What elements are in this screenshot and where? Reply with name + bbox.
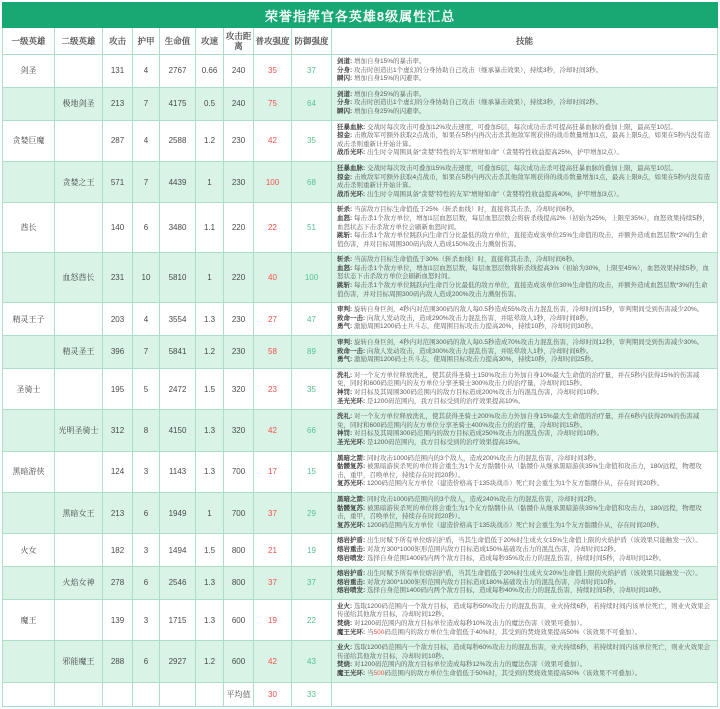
skill-line: 神罚: 对目标及其周围300码范围内的敌方目标造成200%攻击力的混乱伤害，冷却时间10秒。: [337, 389, 604, 396]
cell-tier2-hero: [55, 203, 103, 253]
cell-attack: 231: [103, 253, 133, 303]
page-title: 荣誉指挥官各英雄8级属性汇总: [3, 3, 718, 28]
skill-line: 审判: 旋转自身巨剑，4秒内对范围300码的敌人每0.5秒造成55%攻击力混乱伤害，冷却时间15秒，审判期间受到伤害减少20%。: [337, 306, 704, 314]
cell-attack-range: 240: [224, 87, 254, 120]
cell-hp: 2927: [160, 641, 196, 682]
cell-attack-speed: 0.66: [196, 55, 224, 88]
skill-line: 血怒: 每击杀1个敌方单位，增加1层血怒层数，每层血怒层数会将斩杀线提高2%（初始为25%，上限至35%），血怒效果持续5秒，血怒状态下击杀敌方单位会刷新血怒时间。: [337, 214, 709, 231]
cell-basic-attack-strength: 17: [254, 451, 292, 492]
cell-tier2-hero: 火焰女神: [55, 567, 103, 600]
cell-hp: 2767: [160, 55, 196, 88]
hero-row: [3, 203, 718, 253]
cell-basic-attack-strength: 75: [254, 87, 292, 120]
skill-line: 狂暴血脉: 交战时每次攻击可叠加15%攻击速度，可叠加5层，每次成功击杀可提高狂暴血脉的叠加上限，最高至10层。: [337, 164, 677, 172]
skill-line: 分身: 攻击时创造出1个虚幻的分身协助自己攻击（继承暴击效果），持续3秒，冷却时间3秒。: [337, 66, 603, 74]
cell-armor: 3: [133, 534, 160, 567]
hero-row: [3, 567, 718, 600]
hero-row: [3, 87, 718, 120]
cell-tier1-hero: 精灵王子: [3, 303, 55, 336]
cell-skills: [332, 336, 718, 369]
cell-tier2-hero: 精灵圣王: [55, 336, 103, 369]
col-header-attack: 攻击: [103, 28, 133, 55]
cell-tier2-hero: 贪婪之王: [55, 161, 103, 202]
cell-attack-range: 700: [224, 492, 254, 533]
cell-attack: 288: [103, 641, 133, 682]
cell-armor: 6: [133, 641, 160, 682]
col-header-skills: 技能: [332, 28, 718, 55]
cell-defense-strength: 37: [292, 567, 332, 600]
cell-attack-range: 230: [224, 120, 254, 161]
cell-basic-attack-strength: 23: [254, 368, 292, 409]
cell-armor: 7: [133, 336, 160, 369]
cell-armor: 8: [133, 410, 160, 451]
skill-line: 战币光环: 出生时令周围具备“贪婪”特性的友军“增财如命”（贪婪特性收益提高40%，护甲增加3点）。: [337, 190, 624, 198]
col-header-attack-speed: 攻速: [196, 28, 224, 55]
cell-defense-strength: 15: [292, 451, 332, 492]
skill-line: 勇气: 激励周围1200码士兵斗志，使周围目标攻击力提高30%，持续10秒，冷却时间25秒。: [337, 356, 598, 364]
skill-line: 分身: 攻击时创造出1个虚幻的分身协助自己攻击（继承暴击效果），持续3秒，冷却时间2秒。: [337, 99, 603, 107]
cell-attack: 312: [103, 410, 133, 451]
cell-attack-speed: 1.3: [196, 567, 224, 600]
cell-skills: [332, 253, 718, 303]
cell-attack: 213: [103, 492, 133, 533]
cell-tier2-hero: [55, 368, 103, 409]
hero-row: [3, 368, 718, 409]
cell-attack-speed: 1: [196, 161, 224, 202]
cell-attack: 213: [103, 87, 133, 120]
cell-hp: 2472: [160, 368, 196, 409]
cell-attack: 195: [103, 368, 133, 409]
cell-attack: 396: [103, 336, 133, 369]
cell-tier1-hero: 圣骑士: [3, 368, 55, 409]
cell-defense-strength: 64: [292, 87, 332, 120]
skill-line: 圣光光环: 是1200码范围内，我方目标受到的治疗效果提高15%。: [337, 438, 525, 446]
cell-attack-speed: 1: [196, 253, 224, 303]
cell-hp: 1494: [160, 534, 196, 567]
cell-skills: [332, 492, 718, 533]
cell-defense-strength: 22: [292, 599, 332, 640]
cell-tier1-hero: [3, 641, 55, 682]
cell-defense-strength: 51: [292, 203, 332, 253]
average-row: [3, 682, 718, 706]
cell-armor: 4: [133, 120, 160, 161]
cell-defense-strength: 66: [292, 410, 332, 451]
cell-tier1-hero: 火女: [3, 534, 55, 567]
cell-tier2-hero: [55, 120, 103, 161]
hero-row: [3, 253, 718, 303]
cell-basic-attack-strength: 21: [254, 534, 292, 567]
skill-line: 骷髅复苏: 被黑暗游侠杀死的单位将会重生为1个友方骷髅仆从（骷髅仆从继承黑暗游侠35%生命值和攻击力，180/远程，物理攻击，重甲，召唤单位，持续存在时间20秒）。: [337, 463, 702, 479]
skill-line: 黑暗之箭: 同时攻击1000码范围内的3个敌人，造成240%攻击力的混乱伤害，冷却时间2秒。: [337, 495, 601, 503]
cell-attack-speed: [196, 682, 224, 706]
cell-attack: 139: [103, 599, 133, 640]
cell-hp: 1949: [160, 492, 196, 533]
cell-tier2-hero: 极地剑圣: [55, 87, 103, 120]
cell-attack-range: 230: [224, 336, 254, 369]
hero-row: [3, 451, 718, 492]
hero-row: [3, 303, 718, 336]
hero-row: [3, 55, 718, 88]
cell-defense-strength: 47: [292, 303, 332, 336]
skill-line: 剑道: 增加自身15%的暴击率。: [337, 58, 426, 65]
cell-armor: 7: [133, 87, 160, 120]
cell-tier2-hero: [55, 55, 103, 88]
skill-line: 血怒: 每击杀1个敌方单位，增加1层血怒层数，每层血怒层数将斩杀线提高3%（初始为30%，上限至45%），血怒效果持续5秒，血怒状态下击杀敌方单位会刷新血怒时间。: [337, 264, 709, 281]
skill-line: 黑暗之箭: 同时攻击1000码范围内的3个敌人，造成200%攻击力的混乱伤害，冷却时间3秒。: [337, 454, 601, 462]
cell-skills: [332, 410, 718, 451]
hero-stats-table: [2, 2, 718, 707]
hero-row: [3, 599, 718, 640]
cell-tier2-hero: [55, 599, 103, 640]
skill-line: 狂暴血脉: 交战时每次攻击可叠加12%攻击速度，可叠加5层，每次成功击杀可提高狂暴血脉的叠加上限，最高至10层。: [337, 123, 677, 131]
cell-tier1-hero: [3, 161, 55, 202]
cell-tier1-hero: [3, 253, 55, 303]
hero-row: [3, 410, 718, 451]
cell-skills: [332, 55, 718, 88]
cell-hp: 5810: [160, 253, 196, 303]
cell-attack-speed: 1.2: [196, 641, 224, 682]
cell-attack-speed: 1: [196, 492, 224, 533]
cell-attack-speed: 1.5: [196, 368, 224, 409]
skill-line: 圣光光环: 是1200码范围内，我方目标受到的治疗效果提高10%。: [337, 397, 525, 405]
skill-line: 审判: 旋转自身巨剑，4秒内对范围300码的敌人每0.5秒造成70%攻击力混乱伤害，冷却时间12秒，审判期间受到伤害减少30%。: [337, 339, 704, 347]
skill-line: 复苏光环: 1200码范围内友方单位（建造价格高于135块战币）死亡时会重生为1个友方骷髅仆从，存在时间20秒。: [337, 521, 664, 529]
cell-skills: [332, 87, 718, 120]
cell-skills: [332, 368, 718, 409]
skill-line: 骷髅复苏: 被黑暗游侠杀死的单位将会重生为1个友方骷髅仆从（骷髅仆从继承黑暗游侠35%生命值和攻击力，180/远程，物理攻击，重甲，召唤单位，持续存在时间20秒）。: [337, 504, 702, 521]
cell-attack: 287: [103, 120, 133, 161]
cell-hp: 3554: [160, 303, 196, 336]
cell-basic-attack-strength: 37: [254, 492, 292, 533]
skill-line: 神罚: 对目标及其周围300码范围内的敌方目标造成250%攻击力的混乱伤害，冷却时间10秒。: [337, 430, 604, 438]
cell-basic-attack-strength: 27: [254, 303, 292, 336]
col-header-tier1-hero: 一级英雄: [3, 28, 55, 55]
cell-attack-range: 800: [224, 534, 254, 567]
cell-tier1-hero: [3, 492, 55, 533]
cell-armor: 10: [133, 253, 160, 303]
cell-attack-range: 320: [224, 368, 254, 409]
cell-armor: 6: [133, 567, 160, 600]
cell-hp: 4150: [160, 410, 196, 451]
col-header-hp: 生命值: [160, 28, 196, 55]
cell-skills: [332, 682, 718, 706]
cell-attack: 278: [103, 567, 133, 600]
cell-tier2-hero: 光明圣骑士: [55, 410, 103, 451]
cell-skills: [332, 534, 718, 567]
skill-line: 业火: 选取1200码范围内一个敌方目标，造成每秒60%攻击力的混乱伤害，业火持续6秒，若持续时间内该单位死亡，则业火效果会传递给其他敌方目标，冷却时间10秒。: [337, 644, 711, 660]
cell-tier1-hero: [3, 682, 55, 706]
cell-hp: 5841: [160, 336, 196, 369]
skill-line: 洗礼: 对一个友方单位释放洗礼，使其获得圣骑士150%攻击力外加自身10%最大生命值的治疗量，并在5秒内获得15%的伤害减免，同时和600码范围内的友方单位分享圣骑士300%攻击力的治疗量，冷却时间15秒。: [337, 371, 700, 388]
cell-attack-speed: 1.3: [196, 599, 224, 640]
cell-tier2-hero: 邪能魔王: [55, 641, 103, 682]
cell-basic-attack-strength: 58: [254, 336, 292, 369]
skill-line: 瞬闪: 增加自身25%的闪避率。: [337, 107, 426, 115]
cell-hp: 4175: [160, 87, 196, 120]
skill-line: 熔岩护盾: 出生时赋予所有单位熔岩护盾，当其生命值低于20%时生成火女15%生命值上限的火焰护盾（该效果只能触发一次）。: [337, 537, 702, 545]
cell-attack-range: 320: [224, 410, 254, 451]
cell-defense-strength: 29: [292, 492, 332, 533]
cell-attack: 131: [103, 55, 133, 88]
cell-attack-range: 600: [224, 599, 254, 640]
cell-attack-range: 240: [224, 55, 254, 88]
skill-line: 业火: 选取1200码范围内一个敌方目标，造成每秒50%攻击力的混乱伤害，业火持续6秒，若持续时间内该单位死亡，则业火效果会传递给其他敌方目标，冷却时间12秒。: [337, 602, 711, 619]
cell-hp: 1715: [160, 599, 196, 640]
skill-line: 熔岩护盾: 出生时赋予所有单位熔岩护盾，当其生命值低于20%时生成火女20%生命值上限的火焰护盾（该效果只能触发一次）。: [337, 570, 702, 578]
skill-line: 焚烧: 对1200码范围内的敌方目标单位造成每秒10%攻击力的魔法伤害（效果可叠加）。: [337, 620, 587, 628]
cell-attack-range: 230: [224, 303, 254, 336]
cell-skills: [332, 303, 718, 336]
cell-tier2-hero: 血怒酋长: [55, 253, 103, 303]
cell-tier1-hero: [3, 87, 55, 120]
hero-row: [3, 336, 718, 369]
cell-defense-strength: 89: [292, 336, 332, 369]
cell-defense-strength: 68: [292, 161, 332, 202]
cell-defense-strength: 43: [292, 641, 332, 682]
skill-line: 熔岩喷发: 选择自身范围1400码内两个敌方目标，造成每秒40%攻击力的混乱伤害，持续时间5秒，冷却时间10秒。: [337, 587, 666, 595]
cell-attack: 140: [103, 203, 133, 253]
cell-armor: 7: [133, 161, 160, 202]
skill-line: 魔王光环: 当500码范围内的敌方单位生命值低于40%时，其受到的焚烧效果提高50%（该效果不可叠加）。: [337, 628, 642, 636]
cell-tier1-hero: 贪婪巨魔: [3, 120, 55, 161]
skill-line: 跳斩: 每击杀1个敌方单位跳跃向生命百分比最低的敌方单位，直接造成该单位30%生命值的攻击，并额外造成血怒层数*3%的生命值伤害，并对目标周围300码内敌人造成200%攻击力溅射伤害。: [337, 282, 708, 298]
skill-line: 复苏光环: 1200码范围内友方单位（建造价格高于135块战币）死亡时会重生为1个友方骷髅仆从，存在时间20秒。: [337, 480, 664, 488]
skill-line: 跳斩: 每击杀1个敌方单位跳跃向生命百分比最低的敌方单位，直接造成该单位25%生命值的攻击，并额外造成血怒层数*2%的生命值伤害，并对目标周围300码内敌人造成150%攻击力溅射伤害。: [337, 232, 708, 248]
cell-tier2-hero: 黑暗女王: [55, 492, 103, 533]
cell-attack-speed: 1.3: [196, 303, 224, 336]
average-label: 平均值: [224, 682, 254, 706]
cell-skills: [332, 120, 718, 161]
cell-tier1-hero: [3, 336, 55, 369]
cell-basic-attack-strength: 42: [254, 641, 292, 682]
cell-attack: 182: [103, 534, 133, 567]
cell-attack-range: 800: [224, 567, 254, 600]
cell-attack-speed: 1.1: [196, 203, 224, 253]
hero-row: [3, 120, 718, 161]
cell-attack: 203: [103, 303, 133, 336]
cell-skills: [332, 567, 718, 600]
table-header-row: [3, 28, 718, 55]
cell-attack-speed: 1.2: [196, 336, 224, 369]
cell-basic-attack-strength: 30: [254, 682, 292, 706]
page: [2, 2, 718, 707]
hero-row: [3, 641, 718, 682]
skill-line: 熔岩重击: 对敌方300*1000矩形范围内敌方目标造成180%基础攻击力的混乱伤害，冷却时间10秒。: [337, 578, 621, 586]
cell-attack: [103, 682, 133, 706]
cell-skills: [332, 203, 718, 253]
skill-line: 熔岩重击: 对敌方300*1000矩形范围内敌方目标造成150%基础攻击力的混乱伤害，冷却时间12秒。: [337, 545, 621, 553]
hero-row: [3, 161, 718, 202]
cell-attack-range: 600: [224, 641, 254, 682]
cell-defense-strength: 33: [292, 682, 332, 706]
col-header-armor: 护甲: [133, 28, 160, 55]
skill-line: 洗礼: 对一个友方单位释放洗礼，使其获得圣骑士200%攻击力外加自身15%最大生命值的治疗量，并在6秒内获得20%的伤害减免，同时和600码范围内的友方单位分享圣骑士400%攻击力的治疗量，冷却时间15秒。: [337, 413, 700, 429]
skill-line: 勇气: 激励周围1200码士兵斗志，使周围目标攻击力提高20%，持续10秒，冷却时间30秒。: [337, 323, 598, 331]
cell-defense-strength: 35: [292, 368, 332, 409]
cell-armor: 5: [133, 368, 160, 409]
skill-line: 战币光环: 出生时令周围具备“贪婪”特性的友军“增财如命”（贪婪特性收益提高25%，护甲增加2点）。: [337, 149, 624, 157]
cell-armor: 6: [133, 203, 160, 253]
cell-tier2-hero: [55, 303, 103, 336]
cell-attack-speed: 0.5: [196, 87, 224, 120]
cell-attack-speed: 1.5: [196, 534, 224, 567]
cell-defense-strength: 35: [292, 120, 332, 161]
cell-hp: 1143: [160, 451, 196, 492]
cell-armor: 4: [133, 55, 160, 88]
cell-attack-speed: 1.2: [196, 120, 224, 161]
cell-armor: 6: [133, 492, 160, 533]
skill-line: 熔岩喷发: 选择自身范围1400码内两个敌方目标，造成每秒35%攻击力的混乱伤害，持续时间5秒，冷却时间12秒。: [337, 554, 666, 562]
cell-attack: 571: [103, 161, 133, 202]
cell-attack-range: 220: [224, 203, 254, 253]
skill-line: 掠金: 击败敌军可额外获取4点战币，如果在5秒内再次击杀其他敌军则获得的战币数量增加1点，最高上限8点，如果在5秒内没有造成击杀则重新计开始计算。: [337, 173, 711, 190]
skill-line: 瞬闪: 增加自身15%的闪避率。: [337, 75, 426, 83]
cell-hp: 2588: [160, 120, 196, 161]
cell-basic-attack-strength: 42: [254, 120, 292, 161]
cell-tier1-hero: [3, 410, 55, 451]
skill-line: 斩杀: 当前敌方目标生命值低于25%（斩杀血线）时，直接将其击杀，冷却时间6秒。: [337, 206, 579, 214]
cell-defense-strength: 100: [292, 253, 332, 303]
cell-hp: [160, 682, 196, 706]
cell-tier2-hero: [55, 682, 103, 706]
cell-basic-attack-strength: 100: [254, 161, 292, 202]
cell-basic-attack-strength: 19: [254, 599, 292, 640]
cell-defense-strength: 19: [292, 534, 332, 567]
cell-skills: [332, 599, 718, 640]
cell-hp: 3480: [160, 203, 196, 253]
cell-attack-range: 220: [224, 253, 254, 303]
cell-tier1-hero: 黑暗游侠: [3, 451, 55, 492]
cell-basic-attack-strength: 40: [254, 253, 292, 303]
cell-tier2-hero: [55, 451, 103, 492]
skill-line: 魔王光环: 当500码范围内的敌方单位生命值低于50%时，其受到的焚烧效果提高50%（该效果不可叠加）。: [337, 670, 642, 678]
cell-tier1-hero: [3, 567, 55, 600]
skill-line: 致命一击: 向敌人发动攻击，造成290%攻击力混乱伤害，并眩晕敌人1秒，冷却时间8秒。: [337, 314, 593, 322]
skill-line: 焚烧: 对1200码范围内的敌方目标单位造成每秒12%攻击力的魔法伤害（效果可叠加）。: [337, 661, 587, 669]
cell-tier2-hero: [55, 534, 103, 567]
cell-hp: 2546: [160, 567, 196, 600]
cell-basic-attack-strength: 22: [254, 203, 292, 253]
cell-defense-strength: 37: [292, 55, 332, 88]
cell-skills: [332, 451, 718, 492]
cell-skills: [332, 161, 718, 202]
col-header-basic-attack-strength: 普攻强度: [254, 28, 292, 55]
cell-attack-speed: 1.3: [196, 410, 224, 451]
skill-line: 剑道: 增加自身25%的暴击率。: [337, 90, 426, 98]
cell-basic-attack-strength: 42: [254, 410, 292, 451]
cell-armor: 4: [133, 303, 160, 336]
skill-line: 掠金: 击败敌军可额外获取2点战币，如果在5秒内再次击杀其他敌军则获得的战币数量增加1点，最高上限5点，如果在5秒内没有造成击杀则重新计开始计算。: [337, 132, 711, 148]
col-header-attack-range: 攻击距离: [224, 28, 254, 55]
cell-attack-range: 700: [224, 451, 254, 492]
cell-armor: 3: [133, 451, 160, 492]
cell-attack-speed: 1.3: [196, 451, 224, 492]
hero-row: [3, 534, 718, 567]
col-header-defense-strength: 防御强度: [292, 28, 332, 55]
cell-skills: [332, 641, 718, 682]
cell-tier1-hero: 酋长: [3, 203, 55, 253]
cell-tier1-hero: 魔王: [3, 599, 55, 640]
skill-line: 致命一击: 向敌人发动攻击，造成300%攻击力混乱伤害，并眩晕敌人1秒，冷却时间6秒。: [337, 347, 593, 355]
cell-armor: 3: [133, 599, 160, 640]
cell-tier1-hero: 剑圣: [3, 55, 55, 88]
skill-line: 斩杀: 当前敌方目标生命值低于30%（斩杀血线）时，直接将其击杀，冷却时间6秒。: [337, 256, 579, 264]
cell-hp: 4439: [160, 161, 196, 202]
cell-basic-attack-strength: 37: [254, 567, 292, 600]
cell-attack-range: 230: [224, 161, 254, 202]
cell-armor: [133, 682, 160, 706]
hero-row: [3, 492, 718, 533]
cell-attack: 124: [103, 451, 133, 492]
title-row: [3, 3, 718, 28]
col-header-tier2-hero: 二级英雄: [55, 28, 103, 55]
cell-basic-attack-strength: 35: [254, 55, 292, 88]
